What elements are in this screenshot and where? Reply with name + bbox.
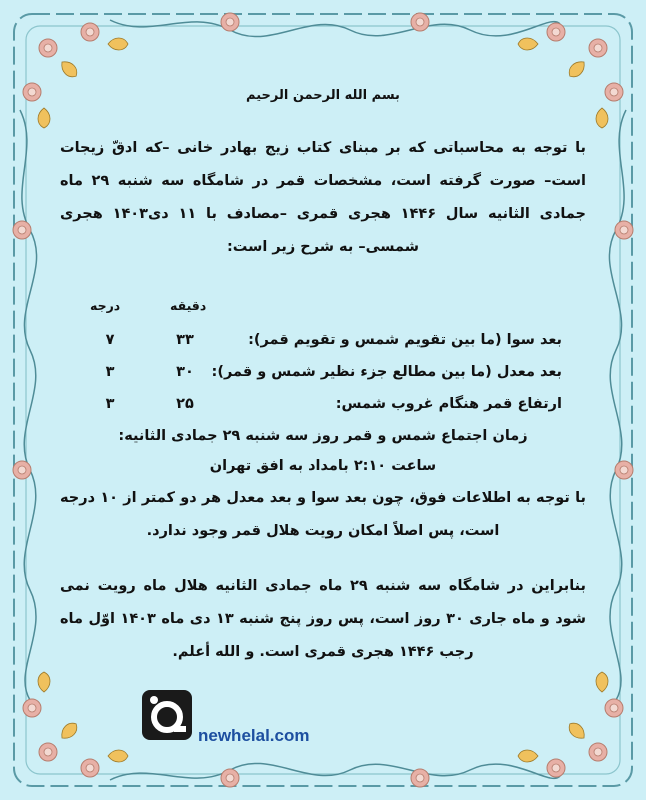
row-degree: ۳ [105,364,115,380]
row-label: ارتفاع قمر هنگام غروب شمس: [335,396,562,412]
row-degree: ۳ [105,396,115,412]
bismillah-heading: بسم الله الرحمن الرحیم [246,88,400,103]
row-minute: ۳۰ [176,364,194,380]
table-header [60,298,586,318]
conclusion-paragraph: بنابراین در شامگاه سه شنبه ۲۹ ماه جمادی الثانیه هلال ماه رویت نمی شود و ماه جاری ۳۰ روز است، پس روز پنج شنبه ۱۳ دی ماه ۱۴۰۳ اوّل ماه رجب ۱۴۴۶ هجری قمری است. و الله أعلم. [60,578,586,660]
intro-paragraph: با توجه به محاسباتی که بر مبنای کتاب زیج بهادر خانی –که ادقّ زیجات است– صورت گرفته است، مشخصات قمر در شامگاه سه شنبه ۲۹ ماه جمادی الثانیه سال ۱۴۴۶ هجری قمری –مصادف با ۱۱ دی۱۴۰۳ هجری شمسی– به شرح زیر است: [60,140,587,255]
site-link[interactable]: newhelal.com [198,726,310,745]
row-label: بعد معدل (ما بین مطالع جزء نظیر شمس و قمر): [211,364,562,380]
degree-column-header: درجه [90,298,121,313]
conjunction-time: ساعت ۲:۱۰ بامداد به افق تهران [209,458,437,474]
conjunction-line: زمان اجتماع شمس و قمر روز سه شنبه ۲۹ جمادی الثانیه: [118,428,528,444]
announcement-body [60,70,586,710]
row-minute: ۲۵ [176,396,194,412]
newhelal-logo-icon[interactable] [140,688,194,742]
observation-paragraph: با توجه به اطلاعات فوق، چون بعد سوا و بعد معدل هر دو کمتر از ۱۰ درجه است، پس اصلاً امکان رویت هلال قمر وجود ندارد. [60,490,586,539]
row-label: بعد سوا (ما بین تقویم شمس و تقویم قمر): [248,332,562,348]
minute-column-header: دقیقه [170,298,207,313]
table-row [60,364,586,396]
row-minute: ۳۳ [176,332,194,348]
row-degree: ۷ [105,332,115,348]
table-row [60,396,586,428]
table-row [60,332,586,364]
